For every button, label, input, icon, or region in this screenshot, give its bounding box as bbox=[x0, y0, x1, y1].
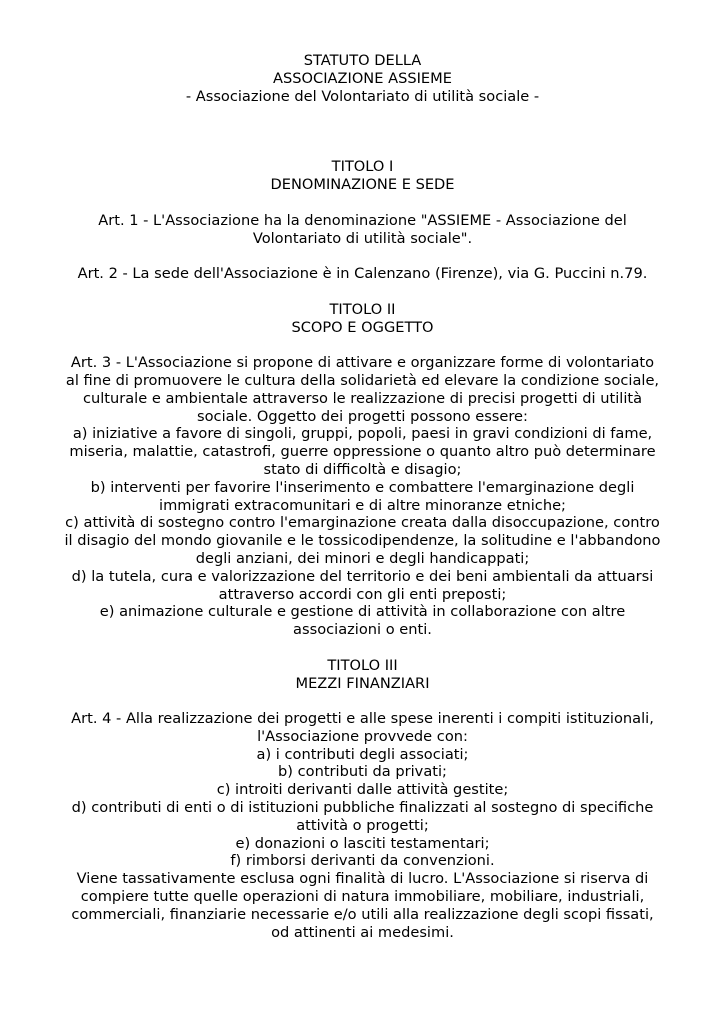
article-line: compiere tutte quelle operazioni di natura immobiliare, mobiliare, industriali, bbox=[80, 888, 645, 906]
article-line: attraverso accordi con gli enti preposti; bbox=[218, 585, 507, 603]
article-line: l'Associazione provvede con: bbox=[257, 727, 468, 745]
header-title: STATUTO DELLA bbox=[303, 52, 422, 69]
article-line: il disagio del mondo giovanile e le tossicodipendenze, la solitudine e l'abbandono bbox=[64, 532, 661, 550]
article-line: d) la tutela, cura e valorizzazione del territorio e dei beni ambientali da attuarsi bbox=[71, 567, 654, 585]
article-line: stato di difficoltà e disagio; bbox=[263, 460, 462, 478]
document-header bbox=[0, 52, 725, 105]
article-line: sociale. Oggetto dei progetti possono essere: bbox=[197, 407, 528, 425]
header-association-name: ASSOCIAZIONE ASSIEME bbox=[273, 69, 452, 87]
article-line: c) attività di sostegno contro l'emarginazione creata dalla disoccupazione, contro bbox=[65, 514, 660, 532]
article-line: Viene tassativamente esclusa ogni finalità di lucro. L'Associazione si riserva di bbox=[76, 870, 649, 888]
article-line: Art. 4 - Alla realizzazione dei progetti e alle spese inerenti i compiti istituzionali, bbox=[71, 710, 654, 728]
article-line: b) interventi per favorire l'inserimento e combattere l'emarginazione degli bbox=[90, 478, 635, 496]
article-line: od attinenti ai medesimi. bbox=[271, 923, 454, 941]
article-line: degli anziani, dei minori e degli handicappati; bbox=[195, 549, 530, 567]
header-subtitle: - Associazione del Volontariato di utilità sociale - bbox=[185, 87, 540, 105]
article-line: e) animazione culturale e gestione di attività in collaborazione con altre bbox=[99, 603, 626, 621]
article-line: Art. 3 - L'Associazione si propone di attivare e organizzare forme di volontariato bbox=[70, 354, 655, 372]
article-line: immigrati extracomunitari e di altre minoranze etniche; bbox=[159, 496, 566, 514]
titolo-1-heading bbox=[0, 158, 725, 194]
article-2 bbox=[0, 265, 725, 283]
article-line: f) rimborsi derivanti da convenzioni. bbox=[230, 852, 495, 870]
article-line: a) i contributi degli associati; bbox=[256, 745, 469, 763]
article-line: commerciali, finanziarie necessarie e/o utili alla realizzazione degli scopi fissati, bbox=[71, 905, 654, 923]
titolo-1-name: DENOMINAZIONE E SEDE bbox=[270, 176, 455, 194]
article-line: Art. 2 - La sede dell'Associazione è in Calenzano (Firenze), via G. Puccini n.79. bbox=[77, 265, 648, 283]
article-3 bbox=[0, 354, 725, 639]
titolo-2-number: TITOLO II bbox=[329, 300, 396, 318]
article-1 bbox=[0, 212, 725, 248]
titolo-1-number: TITOLO I bbox=[331, 158, 394, 176]
document-page bbox=[0, 52, 725, 941]
article-line: c) introiti derivanti dalle attività gestite; bbox=[216, 781, 509, 799]
titolo-3-number: TITOLO III bbox=[327, 656, 398, 674]
article-line: Volontariato di utilità sociale". bbox=[252, 229, 473, 247]
article-line: associazioni o enti. bbox=[293, 621, 432, 639]
article-line: culturale e ambientale attraverso le realizzazione di precisi progetti di utilità bbox=[82, 389, 643, 407]
article-line: miseria, malattie, catastrofi, guerre oppressione o quanto altro può determinare bbox=[69, 443, 656, 461]
article-line: attività o progetti; bbox=[296, 816, 429, 834]
titolo-2-name: SCOPO E OGGETTO bbox=[291, 318, 434, 336]
article-line: a) iniziative a favore di singoli, gruppi, popoli, paesi in gravi condizioni di fame, bbox=[72, 425, 653, 443]
article-line: al fine di promuovere le cultura della solidarietà ed elevare la condizione sociale, bbox=[65, 371, 660, 389]
article-4 bbox=[0, 710, 725, 941]
article-line: d) contributi di enti o di istituzioni pubbliche finalizzati al sostegno di specifiche bbox=[71, 799, 654, 817]
titolo-2-heading bbox=[0, 301, 725, 337]
titolo-3-heading bbox=[0, 657, 725, 693]
article-line: Art. 1 - L'Associazione ha la denominazione "ASSIEME - Associazione del bbox=[98, 211, 627, 229]
article-line: e) donazioni o lasciti testamentari; bbox=[235, 834, 490, 852]
titolo-3-name: MEZZI FINANZIARI bbox=[295, 674, 430, 692]
article-line: b) contributi da privati; bbox=[278, 763, 447, 781]
